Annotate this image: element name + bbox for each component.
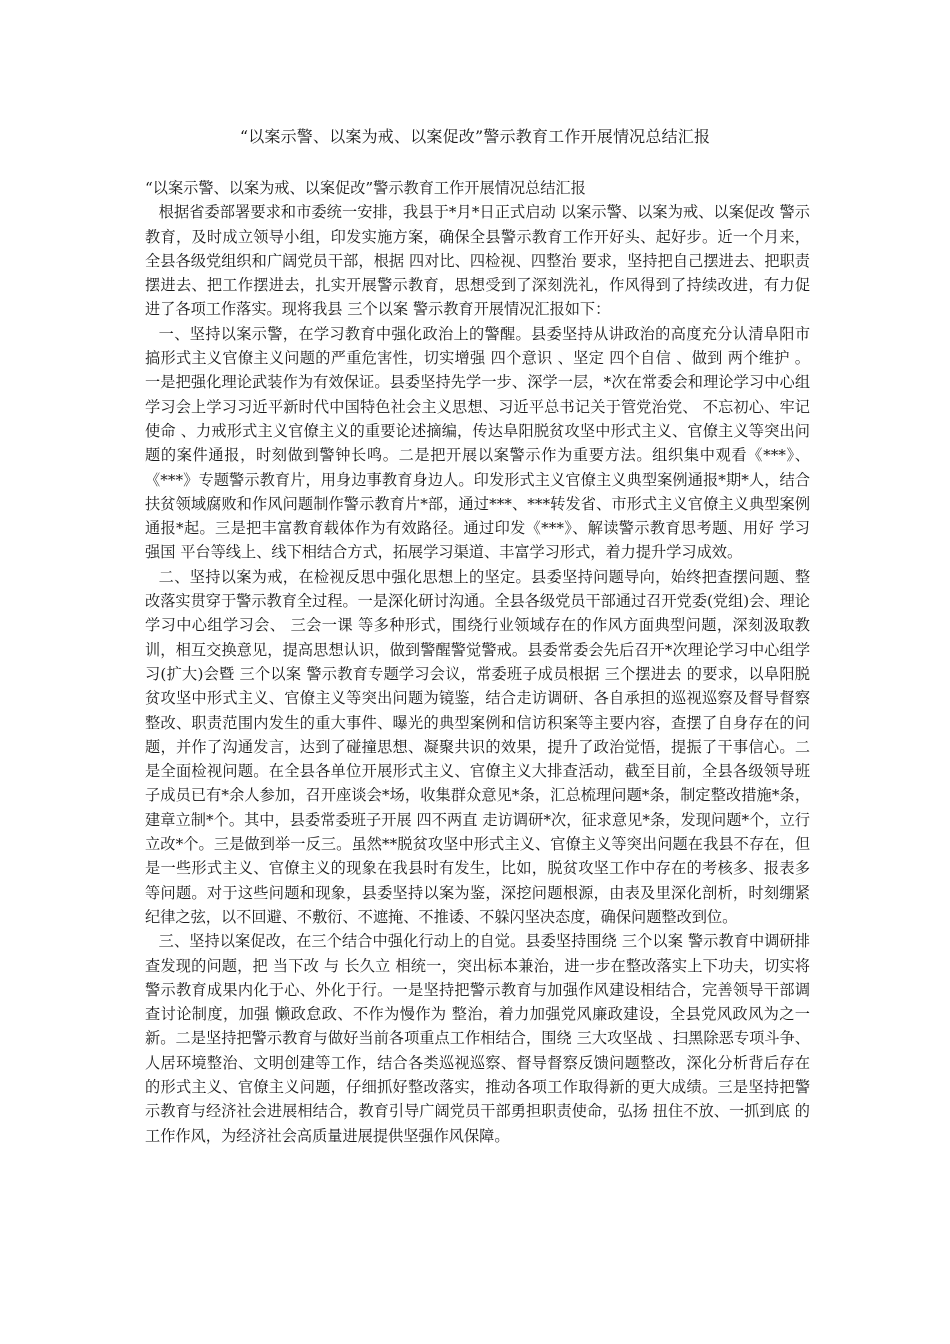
document-body	[145, 176, 810, 1148]
paragraph-section-1: 一、坚持以案示警，在学习教育中强化政治上的警醒。县委坚持从讲政治的高度充分认清阜阳市搞形式主义官僚主义问题的严重危害性，切实增强 四个意识 、坚定 四个自信 、做到 两个维护 。一是把强化理论武装作为有效保证。县委坚持先学一步、深学一层，*次在常委会和理论学习中心组学习会上学习习近平新时代中国特色社会主义思想、习近平总书记关于管党治党、 不忘初心、牢记使命 、力戒形式主义官僚主义的重要论述摘编，传达阜阳脱贫攻坚中形式主义、官僚主义等突出问题的案件通报，时刻做到警钟长鸣。二是把开展以案警示作为重要方法。组织集中观看《***》、《***》专题警示教育片，用身边事教育身边人。印发形式主义官僚主义典型案例通报*期*人，结合扶贫领域腐败和作风问题制作警示教育片*部，通过***、***转发省、市形式主义官僚主义典型案例通报*起。三是把丰富教育载体作为有效路径。通过印发《***》、解读警示教育思考题、用好 学习强国 平台等线上、线下相结合方式，拓展学习渠道、丰富学习形式，着力提升学习成效。	[145, 324, 810, 562]
paragraph-intro: 根据省委部署要求和市委统一安排，我县于*月*日正式启动 以案示警、以案为戒、以案促改 警示教育，及时成立领导小组，印发实施方案，确保全县警示教育工作开好头、起好步。近一个月来，全县各级党组织和广阔党员干部，根据 四对比、四检视、四整治 要求，坚持把自己摆进去、把职责摆进去、把工作摆进去，扎实开展警示教育，思想受到了深刻洗礼，作风得到了持续改进，有力促进了各项工作落实。现将我县 三个以案 警示教育开展情况汇报如下：	[145, 203, 810, 319]
document-title: “以案示警、以案为戒、以案促改”警示教育工作开展情况总结汇报	[239, 127, 711, 146]
document-subtitle: “以案示警、以案为戒、以案促改”警示教育工作开展情况总结汇报	[145, 179, 586, 197]
paragraph-section-2: 二、坚持以案为戒，在检视反思中强化思想上的坚定。县委坚持问题导向，始终把查摆问题、整改落实贯穿于警示教育全过程。一是深化研讨沟通。全县各级党员干部通过召开党委(党组)会、理论学习中心组学习会、 三会一课 等多种形式，围绕行业领域存在的作风方面典型问题，深刻汲取教训，相互交换意见，提高思想认识，做到警醒警觉警戒。县委常委会先后召开*次理论学习中心组学习(扩大)会暨 三个以案 警示教育专题学习会议，常委班子成员根据 三个摆进去 的要求，以阜阳脱贫攻坚中形式主义、官僚主义等突出问题为镜鉴，结合走访调研、各自承担的巡视巡察及督导督察整改、职责范围内发生的重大事件、曝光的典型案例和信访积案等主要内容，查摆了自身存在的问题，并作了沟通发言，达到了碰撞思想、凝聚共识的效果，提升了政治觉悟，提振了干事信心。二是全面检视问题。在全县各单位开展形式主义、官僚主义大排查活动，截至目前，全县各级领导班子成员已有*余人参加，召开座谈会*场，收集群众意见*条，汇总梳理问题*条，制定整改措施*条，建章立制*个。其中，县委常委班子开展 四不两直 走访调研*次，征求意见*条，发现问题*个，立行立改*个。三是做到举一反三。虽然**脱贫攻坚中形式主义、官僚主义等突出问题在我县不存在，但是一些形式主义、官僚主义的现象在我县时有发生，比如，脱贫攻坚工作中存在的考核多、报表多等问题。对于这些问题和现象，县委坚持以案为鉴，深挖问题根源，由表及里深化剖析，时刻绷紧纪律之弦，以不回避、不敷衍、不遮掩、不推诿、不躲闪坚决态度，确保问题整改到位。	[145, 567, 810, 926]
paragraph-section-3: 三、坚持以案促改，在三个结合中强化行动上的自觉。县委坚持围绕 三个以案 警示教育中调研排查发现的问题，把 当下改 与 长久立 相统一，突出标本兼治，进一步在整改落实上下功夫，切实将警示教育成果内化于心、外化于行。一是坚持把警示教育与加强作风建设相结合，完善领导干部调查讨论制度，加强 懒政怠政、不作为慢作为 整治，着力加强党风廉政建设，全县党风政风为之一新。二是坚持把警示教育与做好当前各项重点工作相结合，围绕 三大攻坚战 、扫黑除恶专项斗争、人居环境整治、文明创建等工作，结合各类巡视巡察、督导督察反馈问题整改，深化分析背后存在的形式主义、官僚主义问题，仔细抓好整改落实，推动各项工作取得新的更大成绩。三是坚持把警示教育与经济社会进展相结合，教育引导广阔党员干部勇担职责使命，弘扬 扭住不放、一抓到底 的工作作风，为经济社会高质量进展提供坚强作风保障。	[145, 932, 810, 1145]
